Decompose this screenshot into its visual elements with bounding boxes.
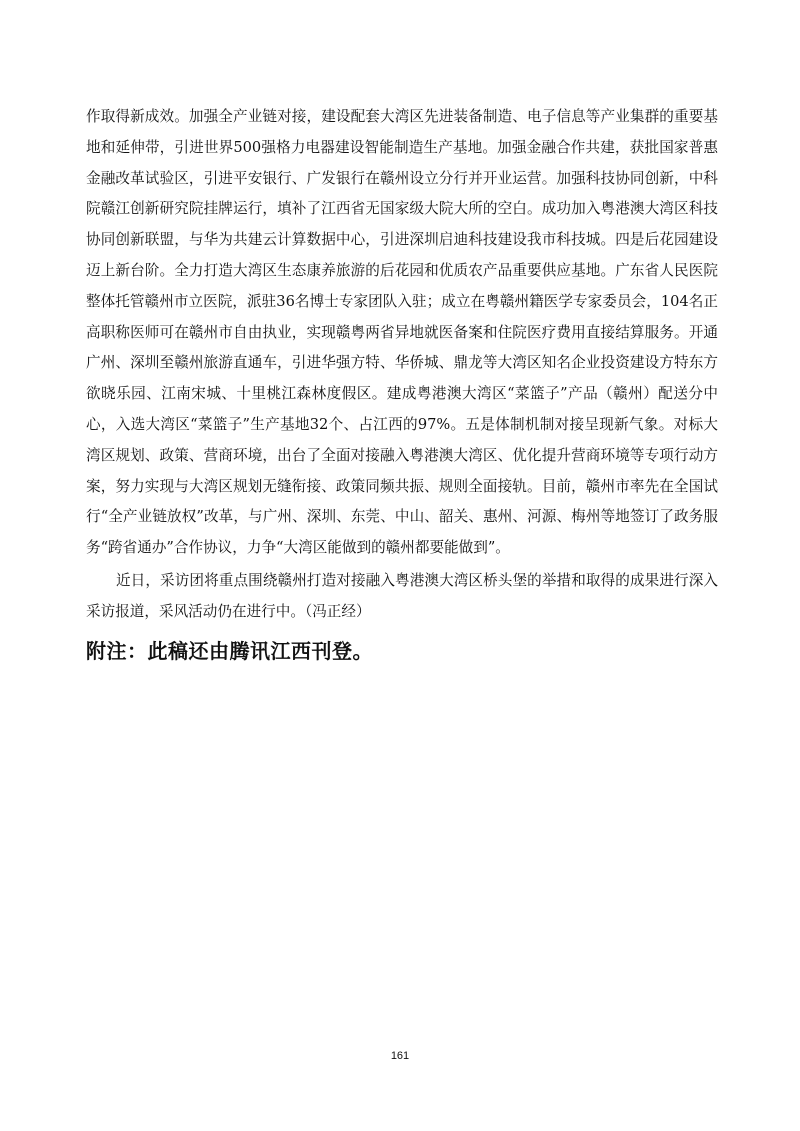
body-paragraph: 作取得新成效。加强全产业链对接，建设配套大湾区先进装备制造、电子信息等产业集群的重要基地和延伸带，引进世界500强格力电器建设智能制造生产基地。加强金融合作共建，获批国家普惠金融改革试验区，引进平安银行、广发银行在赣州设立分行并开业运营。加强科技协同创新，中科院赣江创新研究院挂牌运行，填补了江西省无国家级大院大所的空白。成功加入粤港澳大湾区科技协同创新联盟，与华为共建云计算数据中心，引进深圳启迪科技建设我市科技城。四是后花园建设迈上新台阶。全力打造大湾区生态康养旅游的后花园和优质农产品重要供应基地。广东省人民医院整体托管赣州市立医院，派驻36名博士专家团队入驻；成立在粤赣州籍医学专家委员会，104名正高职称医师可在赣州市自由执业，实现赣粤两省异地就医备案和住院医疗费用直接结算服务。开通广州、深圳至赣州旅游直通车，引进华强方特、华侨城、鼎龙等大湾区知名企业投资建设方特东方欲晓乐园、江南宋城、十里桃江森林度假区。建成粤港澳大湾区“菜篮子”产品（赣州）配送分中心，入选大湾区“菜篮子”生产基地32个、占江西的97%。五是体制机制对接呈现新气象。对标大湾区规划、政策、营商环境，出台了全面对接融入粤港澳大湾区、优化提升营商环境等专项行动方案，努力实现与大湾区规划无缝衔接、政策同频共振、规则全面接轨。目前，赣州市率先在全国试行“全产业链放权”改革，与广州、深圳、东莞、中山、韶关、惠州、河源、梅州等地签订了政务服务“跨省通办”合作协议，力争“大湾区能做到的赣州都要能做到”。 [86, 108, 718, 557]
page-number: 161 [390, 1050, 410, 1062]
closing-paragraph: 近日，采访团将重点围绕赣州打造对接融入粤港澳大湾区桥头堡的举措和取得的成果进行深入采访报道，采风活动仍在进行中。（冯正经） [86, 572, 718, 620]
footnote-remark: 附注：此稿还由腾讯江西刊登。 [86, 639, 373, 663]
